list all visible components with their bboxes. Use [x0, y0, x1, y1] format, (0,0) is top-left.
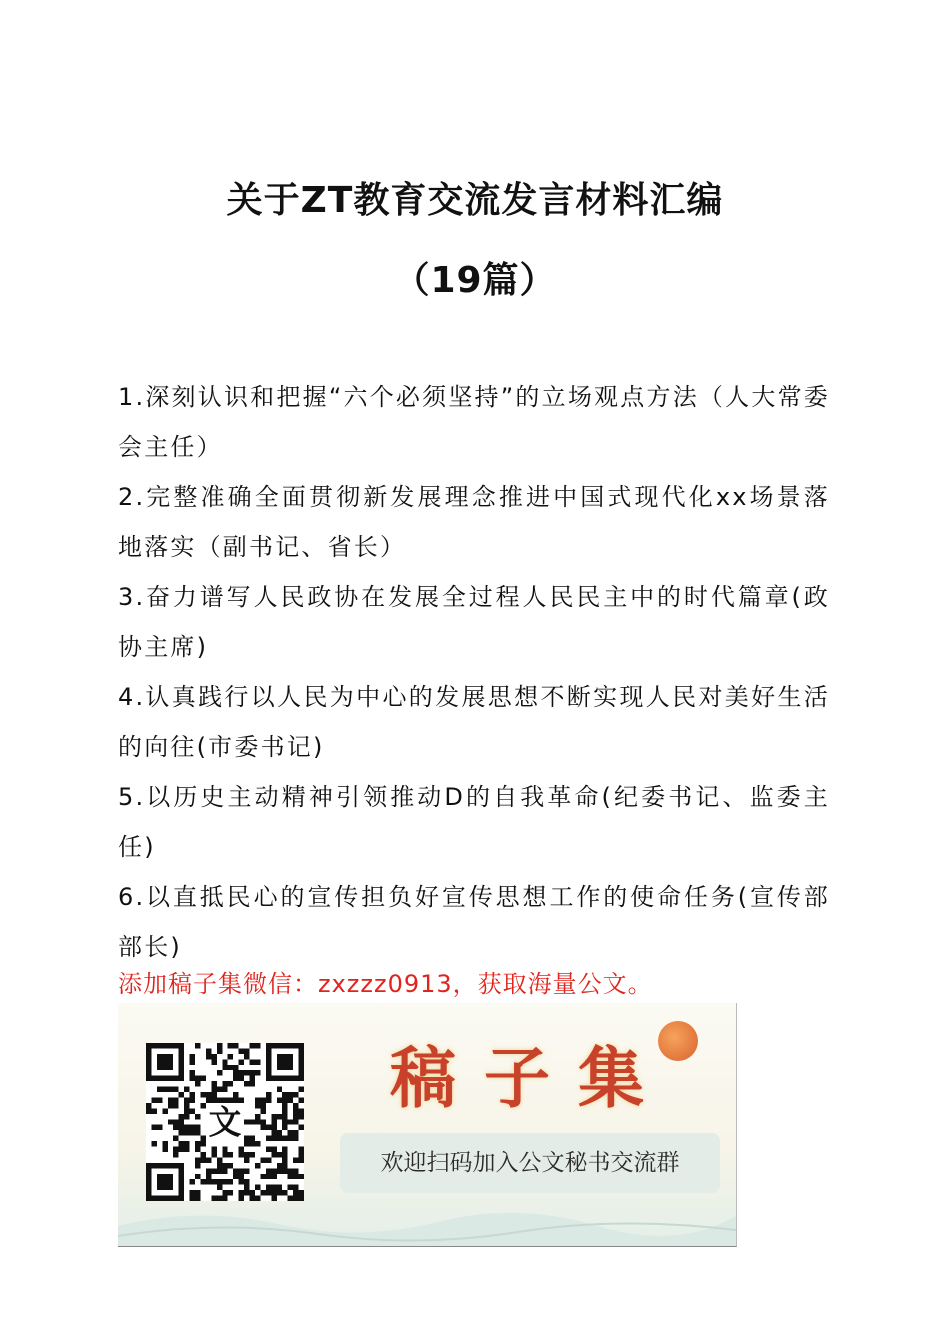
- qr-center-glyph: 文: [208, 1103, 242, 1142]
- doc-title: 关于ZT教育交流发言材料汇编: [226, 180, 724, 221]
- banner-slogan: 欢迎扫码加入公文秘书交流群: [340, 1133, 720, 1193]
- doc-subtitle: （19篇）: [393, 260, 557, 301]
- list-item: 4.认真践行以人民为中心的发展思想不断实现人民对美好生活的向往(市委书记): [118, 683, 830, 761]
- list-item: 1.深刻认识和把握“六个必须坚持”的立场观点方法（人大常委会主任）: [118, 383, 830, 461]
- brand-logo: 稿子集: [390, 1039, 672, 1117]
- wave-decoration: [118, 1186, 736, 1246]
- promo-banner: [118, 1003, 737, 1247]
- promo-text: 添加稿子集微信：zxzzz0913，获取海量公文。: [118, 970, 653, 998]
- article-list: [118, 372, 830, 972]
- list-item: 2.完整准确全面贯彻新发展理念推进中国式现代化xx场景落地落实（副书记、省长）: [118, 483, 830, 561]
- list-item: 6.以直抵民心的宣传担负好宣传思想工作的使命任务(宣传部部长): [118, 883, 830, 961]
- qr-code: [146, 1043, 304, 1201]
- list-item: 3.奋力谱写人民政协在发展全过程人民民主中的时代篇章(政协主席): [118, 583, 830, 661]
- list-item: 5.以历史主动精神引领推动D的自我革命(纪委书记、监委主任): [118, 783, 830, 861]
